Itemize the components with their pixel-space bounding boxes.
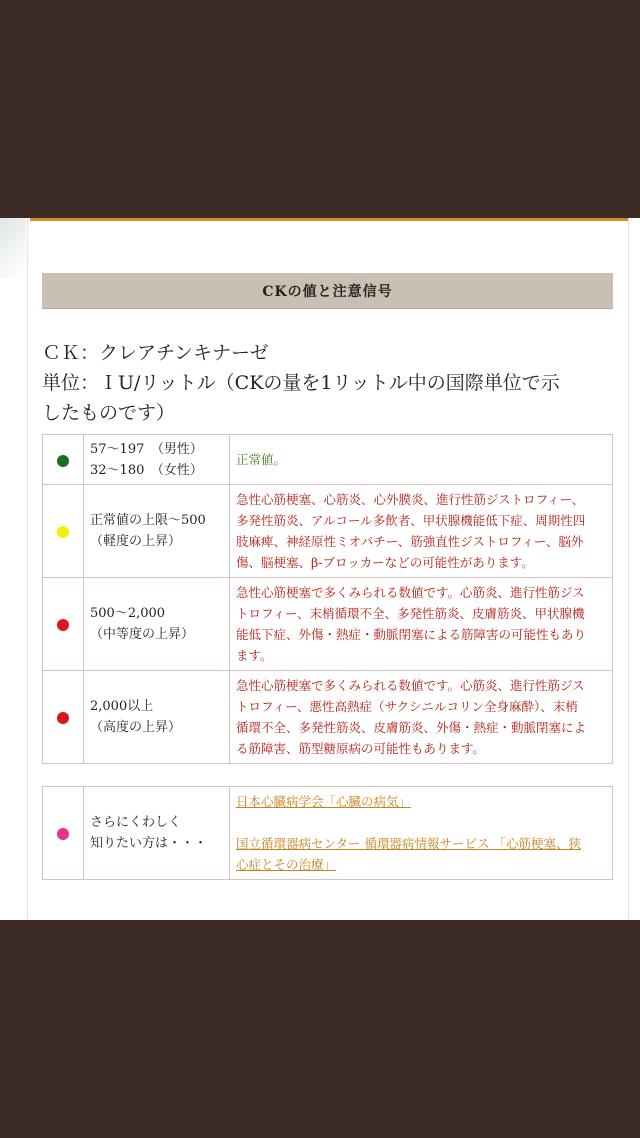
section-heading: CKの値と注意信号: [42, 273, 613, 309]
content-page: [0, 218, 640, 920]
yellow-dot-icon: [57, 526, 69, 538]
desc-line: 急性心筋梗塞で多くみられる数値です。心筋炎、進行性筋ジス: [236, 585, 585, 600]
status-dot-cell: [43, 435, 84, 485]
status-dot-cell: [43, 671, 84, 764]
desc-line: 多発性筋炎、アルコール多飲者、甲状腺機能低下症、周期性四: [236, 513, 586, 528]
range-line: 正常値の上限〜500: [90, 513, 206, 528]
right-border: [628, 218, 629, 920]
desc-line: 急性心筋梗塞で多くみられる数値です。心筋炎、進行性筋ジス: [236, 678, 585, 693]
description-cell: [230, 671, 613, 764]
range-cell: [84, 578, 230, 671]
table-row: [43, 435, 613, 485]
table-row: [43, 671, 613, 764]
desc-line: トロフィー、悪性高熱症（サクシニルコリン全身麻酔）、末梢: [236, 699, 578, 714]
jcs-heart-disease-link[interactable]: 日本心臓病学会「心臓の病気」: [236, 794, 412, 809]
description-cell: [230, 485, 613, 578]
range-line: （高度の上昇）: [90, 720, 182, 735]
intro-line-1: ＣＫ：クレアチンキナーゼ: [42, 342, 269, 364]
desc-line: 正常値。: [236, 452, 287, 467]
spacer: [236, 812, 606, 833]
range-line: （軽度の上昇）: [90, 534, 182, 549]
desc-line: 肢麻痺、神経原性ミオパチー、筋強直性ジストロフィー、脳外: [236, 534, 584, 549]
status-dot-cell: [43, 578, 84, 671]
desc-line: 循環不全、多発性筋炎、皮膚筋炎、外傷・熱症・動脈閉塞によ: [236, 720, 587, 735]
status-dot-cell: [43, 485, 84, 578]
ck-values-table: [42, 434, 613, 764]
table-row: [43, 787, 613, 880]
range-line: 2,000以上: [90, 699, 154, 714]
description-cell: [230, 435, 613, 485]
range-line: 57〜197 （男性）: [90, 441, 203, 457]
range-cell: [84, 671, 230, 764]
ncvc-link[interactable]: [236, 833, 606, 875]
intro-line-2: 単位：ＩU/リットル（CKの量を1リットル中の国際単位で示: [42, 372, 560, 394]
status-dot-cell: [43, 787, 84, 880]
green-dot-icon: [57, 455, 69, 467]
pink-dot-icon: [57, 828, 69, 840]
range-cell: [84, 485, 230, 578]
desc-line: 能低下症、外傷・熱症・動脈閉塞による筋障害の可能性もあり: [236, 627, 587, 642]
ncvc-link-line[interactable]: 心症とその治療」: [236, 857, 337, 872]
table-row: [43, 485, 613, 578]
description-cell: [230, 578, 613, 671]
intro-line-3: したものです）: [42, 402, 176, 424]
red-dot-icon: [57, 712, 69, 724]
more-label-line: 知りたい方は・・・: [90, 836, 208, 851]
more-label-line: さらにくわしく: [90, 815, 182, 830]
corner-decoration: [0, 218, 26, 278]
desc-line: る筋障害、筋型糖原病の可能性もあります。: [236, 741, 486, 756]
intro-text: [42, 338, 617, 428]
range-line: 500〜2,000: [90, 606, 166, 621]
desc-line: 傷、脳梗塞、β-ブロッカーなどの可能性があります。: [236, 555, 534, 570]
red-dot-icon: [57, 619, 69, 631]
left-border: [27, 218, 28, 920]
range-line: （中等度の上昇）: [90, 627, 195, 642]
ncvc-link-line[interactable]: 国立循環器病センター 循環器病情報サービス 「心筋梗塞、狭: [236, 836, 581, 851]
table-row: [43, 578, 613, 671]
desc-line: ます。: [236, 648, 273, 663]
links-cell: [230, 787, 613, 880]
top-accent-rule: [30, 218, 628, 221]
desc-line: トロフィー、末梢循環不全、多発性筋炎、皮膚筋炎、甲状腺機: [236, 606, 585, 621]
desc-line: 急性心筋梗塞、心筋炎、心外膜炎、進行性筋ジストロフィー、: [236, 492, 585, 507]
more-label-cell: [84, 787, 230, 880]
more-info-table: [42, 786, 613, 880]
range-line: 32〜180 （女性）: [90, 462, 203, 478]
range-cell: [84, 435, 230, 485]
